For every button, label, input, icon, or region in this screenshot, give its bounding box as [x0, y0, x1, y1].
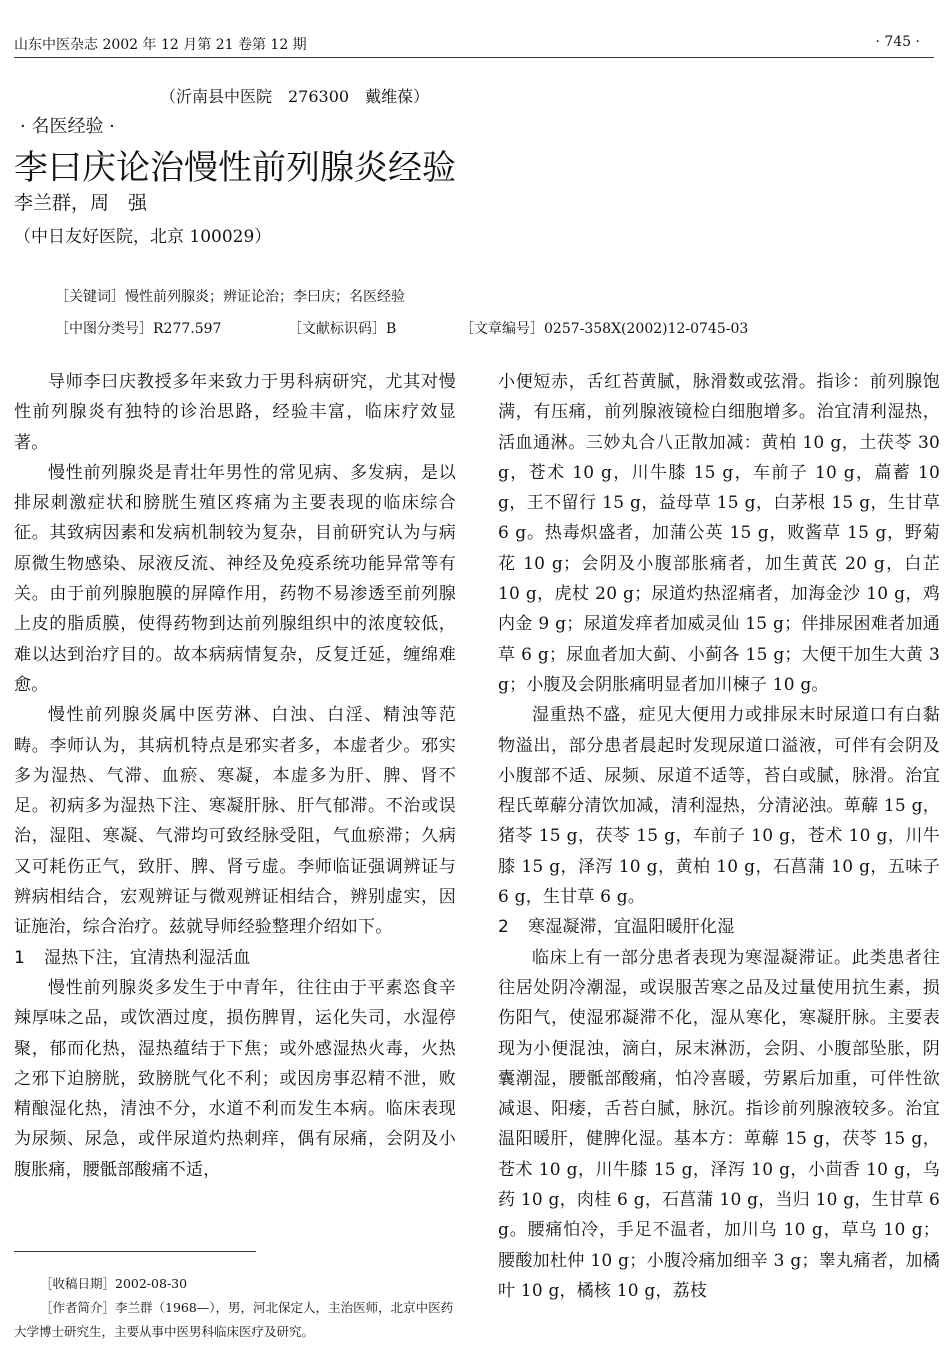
article-authors: 李兰群，周 强	[14, 192, 148, 214]
previous-article-affiliation: （沂南县中医院 276300 戴维葆）	[160, 87, 430, 106]
paragraph: 小便短赤，舌红苔黄腻，脉滑数或弦滑。指诊：前列腺饱满，有压痛，前列腺液镜检白细胞增多。治宜清利湿热，活血通淋。三妙丸合八正散加减：黄柏 10 g，土茯苓 30 g，苍术 10 g，川牛膝 15 g，车前子 10 g，萹蓄 10 g，王不留行 15 g，益母草 15 g，白茅根 15 g，生甘草 6 g。热毒炽盛者，加蒲公英 15 g，败酱草 15 g，野菊花 10 g；会阴及小腹部胀痛者，加生黄芪 20 g，白芷 10 g，虎杖 20 g；尿道灼热涩痛者，加海金沙 10 g，鸡内金 9 g；尿道发痒者加威灵仙 15 g；伴排尿困难者加通草 6 g；尿血者加大蓟、小蓟各 15 g；大便干加生大黄 3 g；小腹及会阴胀痛明显者加川楝子 10 g。	[498, 372, 940, 695]
paragraph: 湿重热不盛，症见大便用力或排尿末时尿道口有白黏物溢出，部分患者晨起时发现尿道口溢液，可伴有会阴及小腹部不适、尿频、尿道不适等，苔白或腻，脉滑。治宜程氏萆薢分清饮加减，清利湿热，分清泌浊。萆薢 15 g，猪苓 15 g，茯苓 15 g，车前子 10 g，苍术 10 g，川牛膝 15 g，泽泻 10 g，黄柏 10 g，石菖蒲 10 g，五味子 6 g，生甘草 6 g。	[498, 705, 940, 908]
right-column	[498, 367, 940, 1306]
section-number: 1	[14, 947, 26, 968]
paragraph: 临床上有一部分患者表现为寒湿凝滞证。此类患者往往居处阴冷潮湿，或误服苦寒之品及过量使用抗生素，损伤阳气，使湿邪凝滞不化，湿从寒化，寒凝肝脉。主要表现为小便混浊，滴白，尿末淋沥，会阴、小腹部坠胀，阴囊潮湿，腰骶部酸痛，怕冷喜暖，劳累后加重，可伴性欲减退、阳痿，舌苔白腻，脉沉。指诊前列腺液较多。治宜温阳暖肝，健脾化湿。基本方：萆薢 15 g，茯苓 15 g，苍术 10 g，川牛膝 15 g，泽泻 10 g，小茴香 10 g，乌药 10 g，肉桂 6 g，石菖蒲 10 g，当归 10 g，生甘草 6 g。腰痛怕冷，手足不温者，加川乌 10 g，草乌 10 g；腰酸加杜仲 10 g；小腹冷痛加细辛 3 g；睾丸痛者，加橘叶 10 g，橘核 10 g，荔枝	[498, 947, 940, 1301]
section-heading-2	[498, 912, 940, 942]
section-number: 2	[498, 917, 510, 938]
keywords: ［关键词］慢性前列腺炎；辨证论治；李曰庆；名医经验	[55, 289, 405, 305]
paragraph: 慢性前列腺炎是青壮年男性的常见病、多发病，是以排尿刺激症状和膀胱生殖区疼痛为主要表现的临床综合征。其致病因素和发病机制较为复杂，目前研究认为与病原微生物感染、尿液反流、神经及免疫系统功能异常等有关。由于前列腺胞膜的屏障作用，药物不易渗透至前列腺上皮的脂质膜，使得药物到达前列腺组织中的浓度较低，难以达到治疗目的。故本病病情复杂，反复迁延，缠绵难愈。	[14, 462, 456, 695]
author-affiliation: （中日友好医院，北京 100029）	[14, 227, 272, 247]
footnote	[14, 1272, 464, 1344]
header-rule	[14, 57, 934, 58]
article-number: ［文章编号］0257-358X(2002)12-0745-03	[460, 321, 749, 337]
document-code: ［文献标识码］B	[288, 321, 397, 337]
left-column	[14, 367, 456, 1185]
column-label: · 名医经验 ·	[20, 116, 115, 137]
classification-number: ［中图分类号］R277.597	[55, 321, 222, 337]
article-title: 李曰庆论治慢性前列腺炎经验	[14, 148, 456, 188]
journal-header: 山东中医杂志 2002 年 12 月第 21 卷第 12 期	[14, 37, 307, 53]
section-heading-1	[14, 943, 456, 973]
section-title: 湿热下注，宜清热利湿活血	[44, 947, 251, 968]
received-date: ［收稿日期］2002-08-30	[40, 1276, 188, 1291]
paragraph: 慢性前列腺炎多发生于中青年，往往由于平素恣食辛辣厚味之品，或饮酒过度，损伤脾胃，运化失司，水湿停聚，郁而化热，湿热蕴结于下焦；或外感湿热火毒，火热之邪下迫膀胱，致膀胱气化不利；或因房事忍精不泄，败精酿湿化热，清浊不分，水道不利而发生本病。临床表现为尿频、尿急，或伴尿道灼热刺痒，偶有尿痛，会阴及小腹胀痛，腰骶部酸痛不适，	[14, 977, 456, 1180]
page-number: · 745 ·	[875, 34, 920, 50]
footnote-rule	[14, 1251, 256, 1252]
paragraph: 慢性前列腺炎属中医劳淋、白浊、白淫、精浊等范畴。李师认为，其病机特点是邪实者多，本虚者少。邪实多为湿热、气滞、血瘀、寒凝，本虚多为肝、脾、肾不足。初病多为湿热下注、寒凝肝脉、肝气郁滞。不治或误治，湿阻、寒凝、气滞均可致经脉受阻，气血瘀滞；久病又可耗伤正气，致肝、脾、肾亏虚。李师临证强调辨证与辨病相结合，宏观辨证与微观辨证相结合，辨别虚实，因证施治，综合治疗。兹就导师经验整理介绍如下。	[14, 705, 456, 938]
section-title: 寒湿凝滞，宜温阳暖肝化湿	[528, 917, 735, 938]
paragraph: 导师李曰庆教授多年来致力于男科病研究，尤其对慢性前列腺炎有独特的诊治思路，经验丰富，临床疗效显著。	[14, 372, 456, 453]
author-introduction: ［作者简介］李兰群（1968—），男，河北保定人，主治医师，北京中医药大学博士研究生，主要从事中医男科临床医疗及研究。	[14, 1300, 454, 1339]
